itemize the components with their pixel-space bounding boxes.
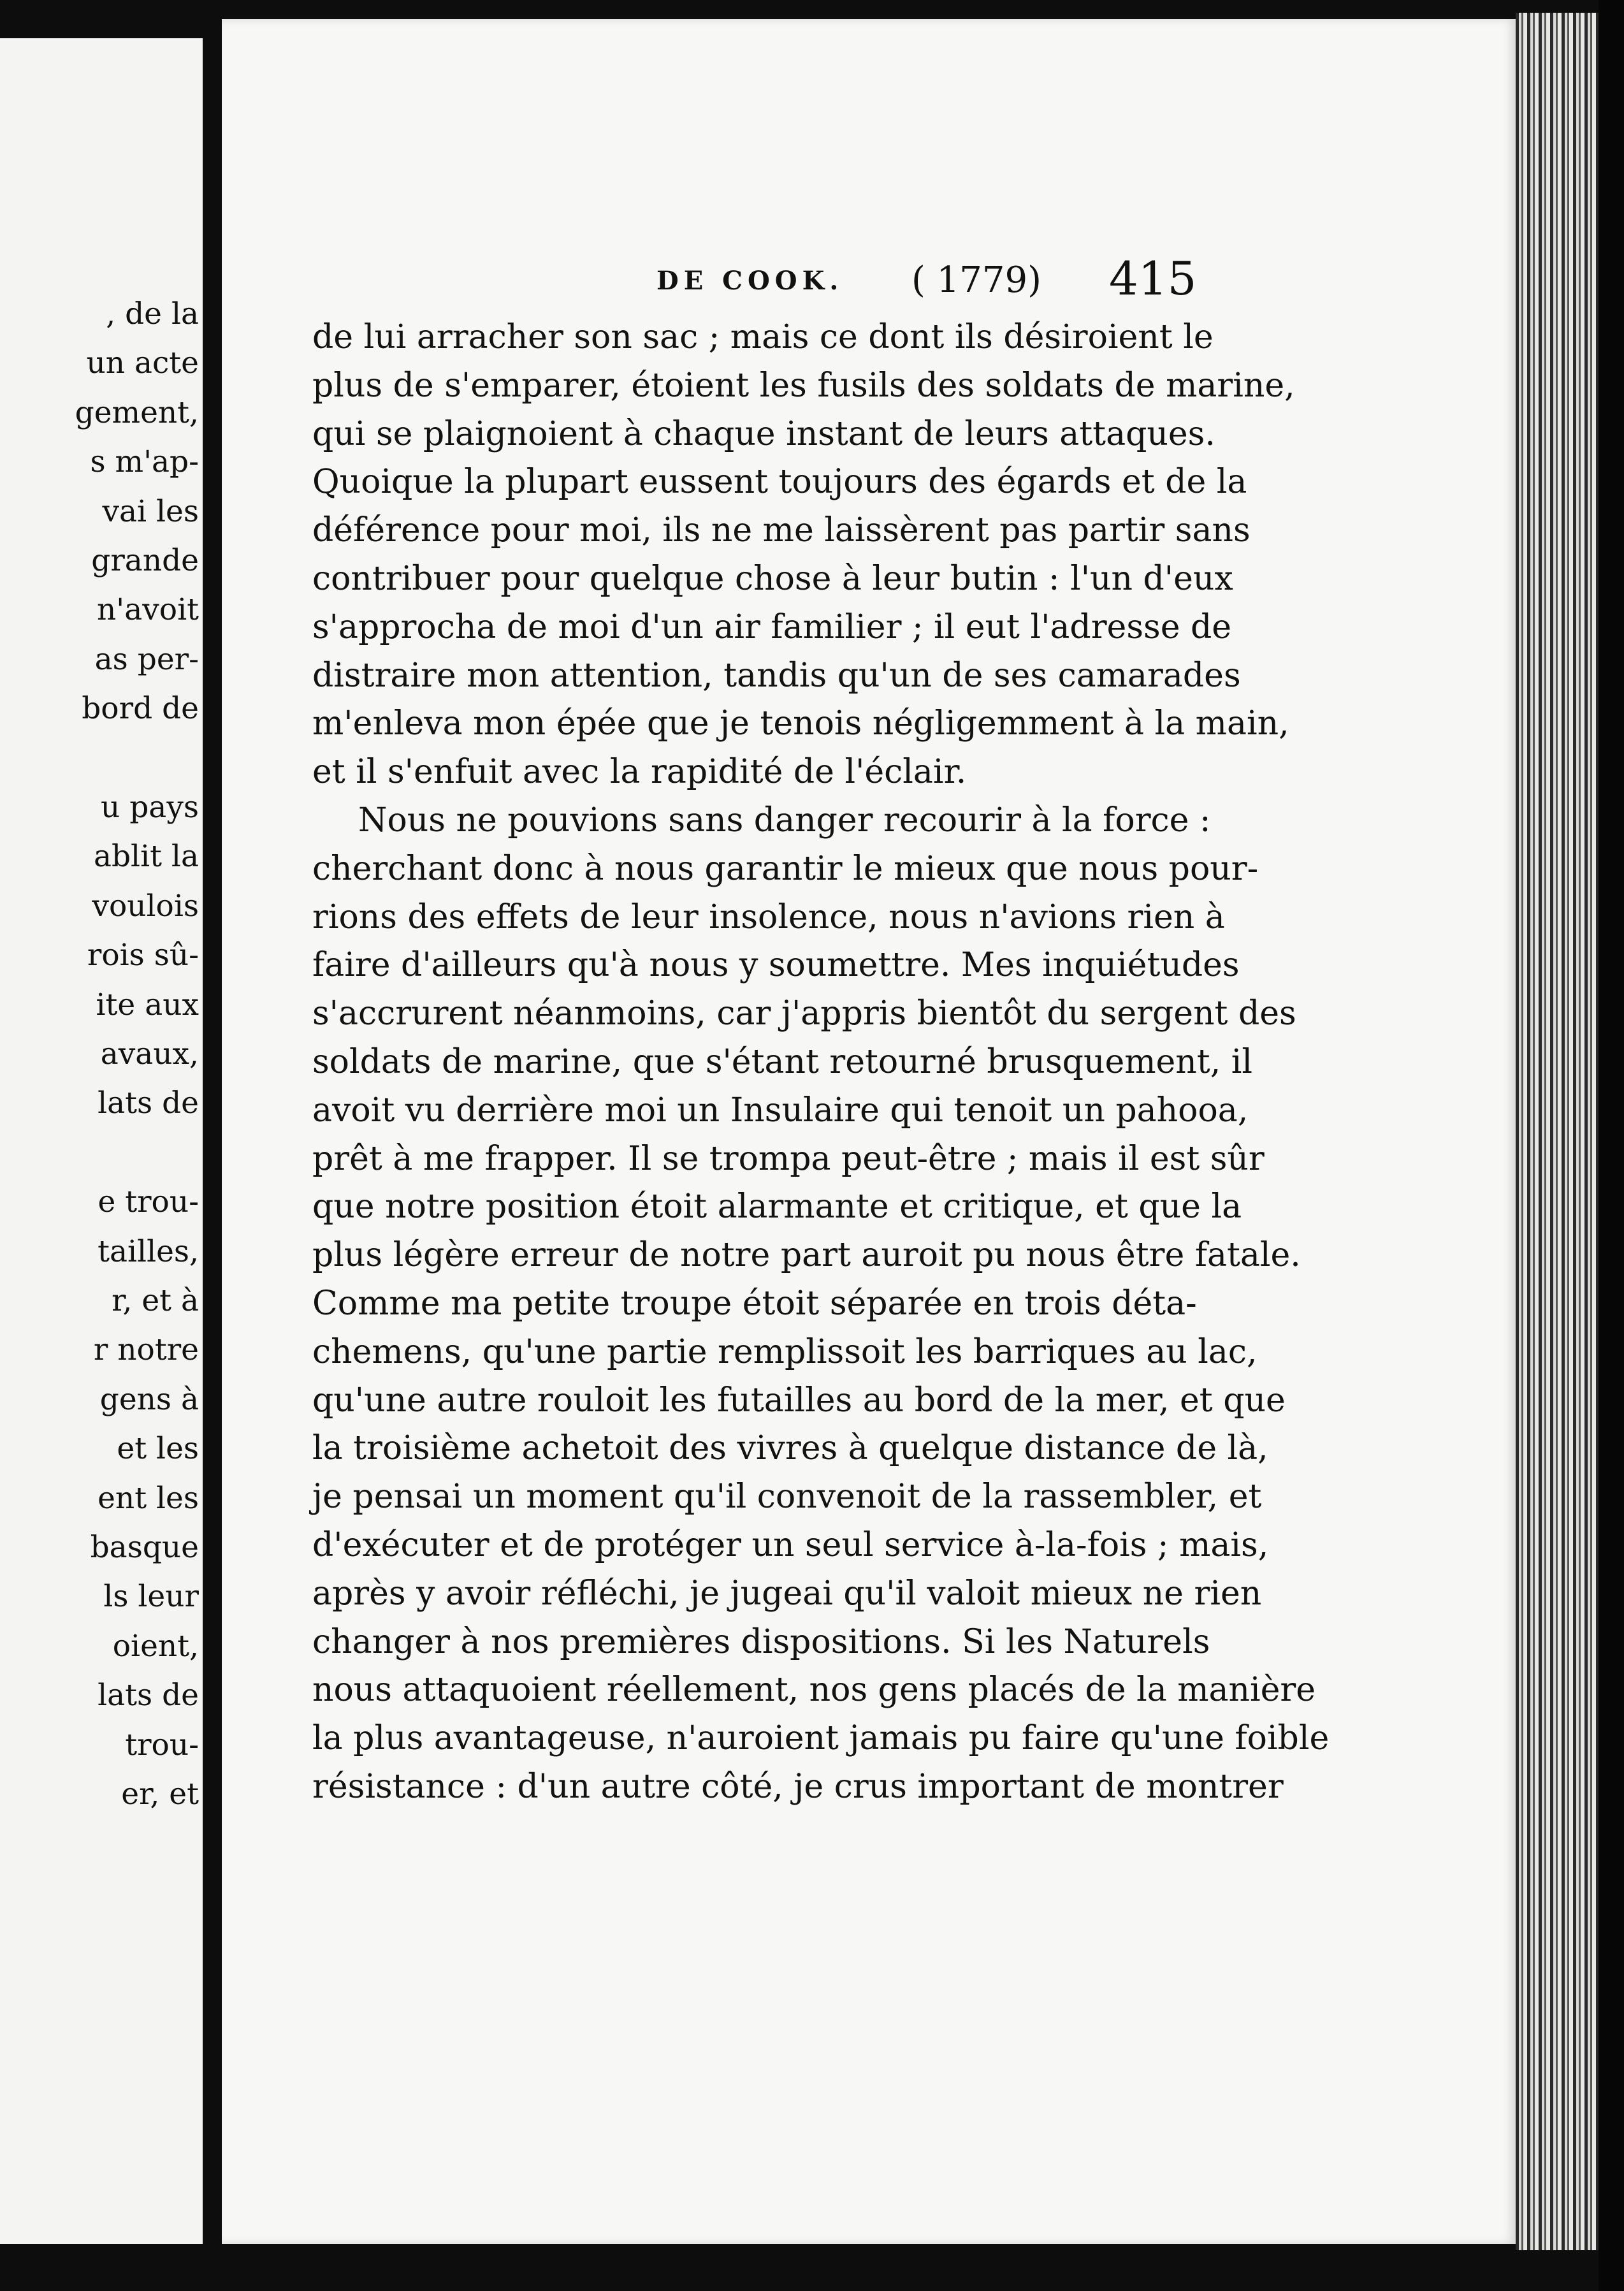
text-line: Quoique la plupart eussent toujours des égards et de la — [312, 463, 1247, 502]
scan-border — [1599, 0, 1624, 2291]
text-line: déférence pour moi, ils ne me laissèrent pas partir sans — [312, 511, 1251, 550]
left-page-line: ite aux — [96, 987, 199, 1022]
left-page-line: r notre — [93, 1332, 199, 1368]
text-line: Comme ma petite troupe étoit séparée en trois déta- — [312, 1284, 1197, 1323]
left-page-line: vai les — [102, 493, 199, 529]
left-page-line: gens à — [99, 1381, 199, 1417]
facing-page-left — [0, 38, 203, 2244]
running-year: ( 1779) — [911, 259, 1042, 301]
text-line: soldats de marine, que s'étant retourné brusquement, il — [312, 1042, 1253, 1081]
left-page-line: as per- — [94, 641, 199, 677]
left-page-line: gement, — [75, 395, 199, 430]
running-header — [656, 252, 1205, 309]
left-page-line: trou- — [125, 1727, 199, 1763]
text-line: prêt à me frapper. Il se trompa peut-être ; mais il est sûr — [312, 1139, 1265, 1178]
text-line: avoit vu derrière moi un Insulaire qui tenoit un pahooa, — [312, 1091, 1249, 1130]
left-page-line: ablit la — [93, 839, 199, 875]
left-page-line: grande — [91, 543, 199, 578]
text-line: cherchant donc à nous garantir le mieux que nous pour- — [312, 849, 1259, 888]
left-page-line: er, et — [121, 1777, 199, 1812]
text-line: s'approcha de moi d'un air familier ; il eut l'adresse de — [312, 607, 1232, 646]
page-edges — [1516, 13, 1599, 2250]
text-line: Nous ne pouvions sans danger recourir à la force : — [358, 801, 1211, 840]
text-line: et il s'enfuit avec la rapidité de l'éclair. — [312, 753, 967, 792]
text-line: faire d'ailleurs qu'à nous y soumettre. Mes inquiétudes — [312, 946, 1240, 985]
text-line: de lui arracher son sac ; mais ce dont ils désiroient le — [312, 318, 1214, 356]
text-line: rions des effets de leur insolence, nous n'avions rien à — [312, 898, 1225, 936]
left-page-line: bord de — [82, 691, 199, 727]
left-page-line: rois sû- — [87, 938, 199, 973]
left-page-line: tailles, — [98, 1233, 199, 1269]
text-line: plus de s'emparer, étoient les fusils des soldats de marine, — [312, 366, 1295, 405]
left-page-line: voulois — [92, 888, 199, 924]
text-line: plus légère erreur de notre part auroit pu nous être fatale. — [312, 1236, 1301, 1275]
text-line: résistance : d'un autre côté, je crus important de montrer — [312, 1767, 1284, 1806]
text-line: d'exécuter et de protéger un seul service à-la-fois ; mais, — [312, 1525, 1269, 1564]
text-line: je pensai un moment qu'il convenoit de la rassembler, et — [312, 1478, 1262, 1516]
left-page-line: u pays — [101, 790, 199, 825]
text-line: la plus avantageuse, n'auroient jamais pu faire qu'une foible — [312, 1719, 1330, 1758]
running-title: DE COOK. — [656, 266, 844, 296]
left-page-line: ent les — [98, 1480, 199, 1516]
text-line: s'accrurent néanmoins, car j'appris bientôt du sergent des — [312, 994, 1296, 1033]
text-line: qui se plaignoient à chaque instant de leurs attaques. — [312, 414, 1215, 453]
text-line: contribuer pour quelque chose à leur butin : l'un d'eux — [312, 559, 1233, 598]
left-page-line: ls leur — [103, 1579, 199, 1615]
text-line: après y avoir réfléchi, je jugeai qu'il valoit mieux ne rien — [312, 1574, 1262, 1613]
left-page-line: n'avoit — [97, 592, 199, 628]
left-page-line: , de la — [106, 296, 199, 331]
left-page-line: avaux, — [100, 1036, 199, 1072]
left-page-line: un acte — [86, 345, 199, 381]
left-page-line: e trou- — [98, 1184, 199, 1220]
text-line: distraire mon attention, tandis qu'un de ses camarades — [312, 656, 1241, 695]
text-line: nous attaquoient réellement, nos gens placés de la manière — [312, 1671, 1316, 1710]
text-line: m'enleva mon épée que je tenois négligemment à la main, — [312, 704, 1289, 743]
left-page-line: lats de — [98, 1086, 199, 1121]
text-line: la troisième achetoit des vivres à quelque distance de là, — [312, 1429, 1268, 1468]
text-line: qu'une autre rouloit les futailles au bord de la mer, et que — [312, 1381, 1286, 1420]
body-text — [312, 314, 1330, 1812]
text-line: changer à nos premières dispositions. Si les Naturels — [312, 1622, 1210, 1661]
left-page-line: basque — [90, 1530, 199, 1565]
page-number: 415 — [1109, 252, 1197, 305]
left-page-line: s m'ap- — [90, 444, 199, 480]
left-page-line: lats de — [98, 1678, 199, 1713]
left-page-line: et les — [117, 1431, 199, 1467]
left-page-line: oient, — [112, 1628, 199, 1664]
left-page-line: r, et à — [112, 1283, 199, 1318]
text-line: chemens, qu'une partie remplissoit les barriques au lac, — [312, 1332, 1258, 1371]
text-line: que notre position étoit alarmante et critique, et que la — [312, 1188, 1242, 1226]
